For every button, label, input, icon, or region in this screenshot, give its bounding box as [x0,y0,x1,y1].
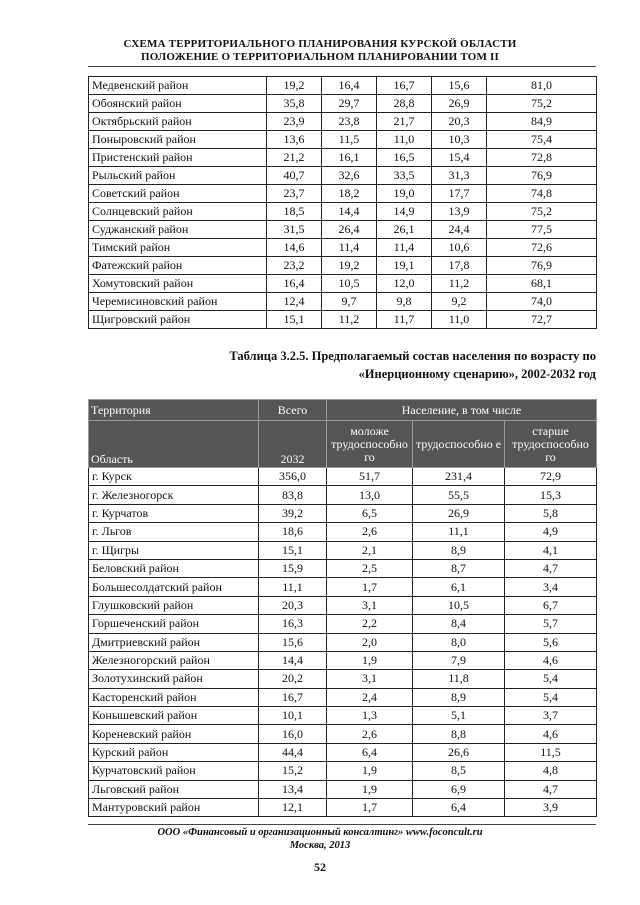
table-row [89,203,597,221]
value-cell: 14,4 [322,203,377,221]
page-footer [0,826,640,852]
value-cell: 4,6 [505,651,597,669]
value-cell: 9,7 [322,293,377,311]
population-table-continued [88,76,597,329]
value-cell: 10,5 [413,596,505,614]
table-row [89,239,597,257]
value-cell: 24,4 [432,221,487,239]
value-cell: 6,7 [505,596,597,614]
value-cell: 8,5 [413,762,505,780]
header-line-1: СХЕМА ТЕРРИТОРИАЛЬНОГО ПЛАНИРОВАНИЯ КУРСКОЙ ОБЛАСТИ [123,38,517,50]
value-cell: 83,8 [259,486,327,504]
value-cell: 11,1 [413,523,505,541]
territory-cell: г. Железногорск [89,486,259,504]
age-composition-table-body [89,468,597,817]
value-cell: 8,4 [413,615,505,633]
value-cell: 76,9 [487,167,597,185]
table-row [89,762,597,780]
value-cell: 2,6 [327,725,413,743]
value-cell: 12,0 [377,275,432,293]
territory-cell: Советский район [89,185,267,203]
territory-cell: Льговский район [89,780,259,798]
footer-line-1: ООО «Финансовый и организационный консалтинг» www.foconcult.ru [157,827,483,838]
head-territory: Территория [89,400,259,421]
value-cell: 72,8 [487,149,597,167]
table-row [89,257,597,275]
table-row [89,504,597,522]
territory-cell: Курский район [89,743,259,761]
value-cell: 8,8 [413,725,505,743]
table-row [89,633,597,651]
table-row [89,670,597,688]
table-row [89,725,597,743]
value-cell: 15,1 [259,541,327,559]
territory-cell: Большесолдатский район [89,578,259,596]
territory-cell: Поныровский район [89,131,267,149]
value-cell: 1,9 [327,651,413,669]
table-caption-line-2: «Инерционному сценарию», 2002-2032 год [358,367,596,381]
value-cell: 11,1 [259,578,327,596]
table-row [89,221,597,239]
value-cell: 26,6 [413,743,505,761]
value-cell: 84,9 [487,113,597,131]
value-cell: 8,7 [413,559,505,577]
value-cell: 23,8 [322,113,377,131]
value-cell: 16,4 [322,77,377,95]
value-cell: 1,7 [327,578,413,596]
value-cell: 4,6 [505,725,597,743]
territory-cell: Касторенский район [89,688,259,706]
value-cell: 14,6 [267,239,322,257]
head-younger: моложе трудоспособно го [327,421,413,468]
value-cell: 11,0 [377,131,432,149]
value-cell: 20,3 [432,113,487,131]
value-cell: 76,9 [487,257,597,275]
value-cell: 8,0 [413,633,505,651]
value-cell: 32,6 [322,167,377,185]
value-cell: 7,9 [413,651,505,669]
value-cell: 4,1 [505,541,597,559]
value-cell: 29,7 [322,95,377,113]
footer-divider [88,824,596,825]
value-cell: 18,2 [322,185,377,203]
value-cell: 19,1 [377,257,432,275]
value-cell: 16,1 [322,149,377,167]
value-cell: 5,4 [505,670,597,688]
value-cell: 2,0 [327,633,413,651]
territory-cell: г. Щигры [89,541,259,559]
population-table-continued-body [89,77,597,329]
territory-cell: Солнцевский район [89,203,267,221]
value-cell: 39,2 [259,504,327,522]
value-cell: 15,3 [505,486,597,504]
territory-cell: Тимский район [89,239,267,257]
territory-cell: Щигровский район [89,311,267,329]
head-year: 2032 [259,421,327,468]
value-cell: 15,2 [259,762,327,780]
value-cell: 11,8 [413,670,505,688]
page-number: 52 [314,860,326,874]
value-cell: 8,9 [413,688,505,706]
value-cell: 12,1 [259,799,327,817]
value-cell: 20,2 [259,670,327,688]
value-cell: 18,6 [259,523,327,541]
table-row [89,559,597,577]
table-row [89,185,597,203]
value-cell: 17,7 [432,185,487,203]
header-line-2: ПОЛОЖЕНИЕ О ТЕРРИТОРИАЛЬНОМ ПЛАНИРОВАНИИ ТОМ II [141,51,499,63]
value-cell: 5,1 [413,707,505,725]
value-cell: 1,7 [327,799,413,817]
table-row [89,523,597,541]
table-row [89,780,597,798]
value-cell: 9,8 [377,293,432,311]
value-cell: 81,0 [487,77,597,95]
value-cell: 44,4 [259,743,327,761]
value-cell: 16,0 [259,725,327,743]
table-caption-line-1: Таблица 3.2.5. Предполагаемый состав населения по возрасту по [229,349,596,363]
value-cell: 11,4 [377,239,432,257]
value-cell: 75,4 [487,131,597,149]
value-cell: 35,8 [267,95,322,113]
value-cell: 6,1 [413,578,505,596]
territory-cell: Дмитриевский район [89,633,259,651]
value-cell: 2,4 [327,688,413,706]
territory-cell: Кореневский район [89,725,259,743]
territory-cell: г. Льгов [89,523,259,541]
value-cell: 9,2 [432,293,487,311]
table-row [89,468,597,486]
table-row [89,113,597,131]
value-cell: 17,8 [432,257,487,275]
value-cell: 72,9 [505,468,597,486]
table-row [89,615,597,633]
value-cell: 11,2 [322,311,377,329]
value-cell: 68,1 [487,275,597,293]
territory-cell: Суджанский район [89,221,267,239]
value-cell: 26,4 [322,221,377,239]
value-cell: 13,6 [267,131,322,149]
value-cell: 33,5 [377,167,432,185]
value-cell: 21,7 [377,113,432,131]
value-cell: 1,9 [327,780,413,798]
value-cell: 16,7 [377,77,432,95]
value-cell: 11,5 [322,131,377,149]
value-cell: 12,4 [267,293,322,311]
value-cell: 26,9 [432,95,487,113]
territory-cell: Курчатовский район [89,762,259,780]
page-header [0,38,640,64]
territory-cell: Черемисиновский район [89,293,267,311]
value-cell: 231,4 [413,468,505,486]
value-cell: 3,1 [327,670,413,688]
value-cell: 4,9 [505,523,597,541]
value-cell: 2,1 [327,541,413,559]
value-cell: 20,3 [259,596,327,614]
value-cell: 16,4 [267,275,322,293]
value-cell: 2,6 [327,523,413,541]
territory-cell: Обоянский район [89,95,267,113]
value-cell: 15,6 [259,633,327,651]
table-row [89,293,597,311]
table-row [89,95,597,113]
territory-cell: Золотухинский район [89,670,259,688]
value-cell: 6,5 [327,504,413,522]
value-cell: 51,7 [327,468,413,486]
territory-cell: Медвенский район [89,77,267,95]
value-cell: 75,2 [487,95,597,113]
table-row [89,799,597,817]
age-composition-table [88,399,597,817]
value-cell: 5,8 [505,504,597,522]
value-cell: 16,5 [377,149,432,167]
value-cell: 75,2 [487,203,597,221]
value-cell: 19,2 [267,77,322,95]
value-cell: 77,5 [487,221,597,239]
value-cell: 10,1 [259,707,327,725]
value-cell: 1,3 [327,707,413,725]
table-row [89,743,597,761]
value-cell: 4,8 [505,762,597,780]
value-cell: 26,9 [413,504,505,522]
value-cell: 3,7 [505,707,597,725]
table-row [89,149,597,167]
value-cell: 72,7 [487,311,597,329]
header-divider [88,66,596,67]
value-cell: 72,6 [487,239,597,257]
head-population: Население, в том числе [327,400,597,421]
value-cell: 6,9 [413,780,505,798]
value-cell: 40,7 [267,167,322,185]
value-cell: 14,9 [377,203,432,221]
value-cell: 18,5 [267,203,322,221]
value-cell: 3,1 [327,596,413,614]
value-cell: 19,0 [377,185,432,203]
value-cell: 13,4 [259,780,327,798]
value-cell: 15,6 [432,77,487,95]
value-cell: 6,4 [327,743,413,761]
value-cell: 10,6 [432,239,487,257]
value-cell: 15,9 [259,559,327,577]
value-cell: 13,9 [432,203,487,221]
value-cell: 16,3 [259,615,327,633]
value-cell: 19,2 [322,257,377,275]
table-row [89,651,597,669]
value-cell: 3,4 [505,578,597,596]
value-cell: 5,4 [505,688,597,706]
table-row [89,275,597,293]
table-row [89,311,597,329]
value-cell: 21,2 [267,149,322,167]
value-cell: 4,7 [505,559,597,577]
territory-cell: Глушковский район [89,596,259,614]
value-cell: 74,8 [487,185,597,203]
value-cell: 15,4 [432,149,487,167]
territory-cell: Конышевский район [89,707,259,725]
value-cell: 1,9 [327,762,413,780]
table-row [89,131,597,149]
table-row [89,707,597,725]
footer-line-2: Москва, 2013 [289,840,351,851]
table-row [89,167,597,185]
value-cell: 5,6 [505,633,597,651]
head-older: старше трудоспособно го [505,421,597,468]
table-row [89,596,597,614]
value-cell: 10,5 [322,275,377,293]
value-cell: 11,0 [432,311,487,329]
value-cell: 28,8 [377,95,432,113]
value-cell: 11,7 [377,311,432,329]
territory-cell: Горшеченский район [89,615,259,633]
value-cell: 55,5 [413,486,505,504]
value-cell: 11,4 [322,239,377,257]
territory-cell: г. Курчатов [89,504,259,522]
territory-cell: г. Курск [89,468,259,486]
value-cell: 26,1 [377,221,432,239]
value-cell: 11,2 [432,275,487,293]
head-total: Всего [259,400,327,421]
head-working: трудоспособно е [413,421,505,468]
value-cell: 11,5 [505,743,597,761]
value-cell: 74,0 [487,293,597,311]
table-row [89,486,597,504]
territory-cell: Октябрьский район [89,113,267,131]
territory-cell: Хомутовский район [89,275,267,293]
table-row [89,688,597,706]
head-region: Область [89,421,259,468]
value-cell: 2,2 [327,615,413,633]
territory-cell: Фатежский район [89,257,267,275]
table-row [89,541,597,559]
territory-cell: Пристенский район [89,149,267,167]
value-cell: 15,1 [267,311,322,329]
value-cell: 13,0 [327,486,413,504]
value-cell: 23,2 [267,257,322,275]
value-cell: 14,4 [259,651,327,669]
value-cell: 31,5 [267,221,322,239]
value-cell: 2,5 [327,559,413,577]
value-cell: 8,9 [413,541,505,559]
value-cell: 10,3 [432,131,487,149]
value-cell: 23,7 [267,185,322,203]
value-cell: 31,3 [432,167,487,185]
territory-cell: Мантуровский район [89,799,259,817]
value-cell: 356,0 [259,468,327,486]
table-row [89,578,597,596]
territory-cell: Рыльский район [89,167,267,185]
table-row [89,77,597,95]
value-cell: 16,7 [259,688,327,706]
territory-cell: Железногорский район [89,651,259,669]
age-composition-table-head [89,400,597,468]
territory-cell: Беловский район [89,559,259,577]
value-cell: 23,9 [267,113,322,131]
value-cell: 6,4 [413,799,505,817]
value-cell: 3,9 [505,799,597,817]
value-cell: 5,7 [505,615,597,633]
value-cell: 4,7 [505,780,597,798]
